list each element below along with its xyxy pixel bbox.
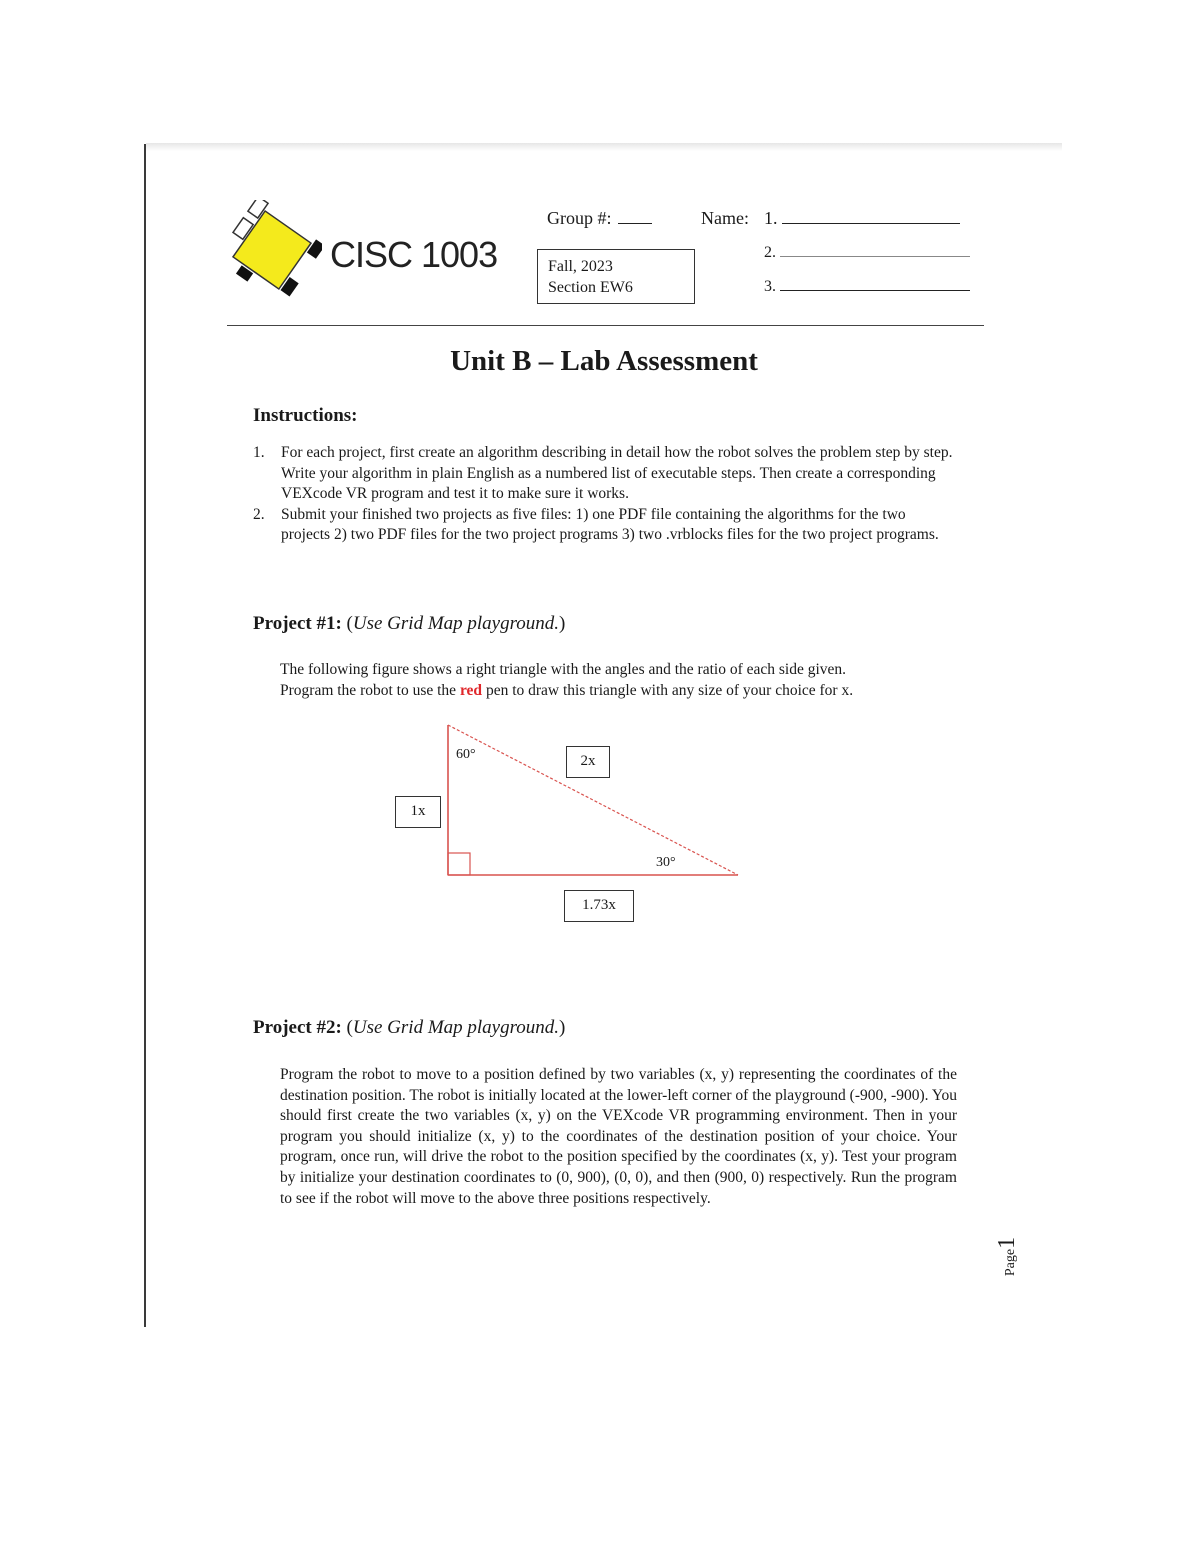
instructions-list bbox=[253, 443, 953, 546]
list-item-text: Submit your finished two projects as five files: 1) one PDF file containing the algorithms for the two projects 2) two PDF files for the two project programs 3) two .vrblocks files for the two project programs. bbox=[281, 505, 939, 544]
list-item bbox=[253, 443, 953, 505]
project1-heading: Project #1: (Use Grid Map playground.) bbox=[253, 613, 566, 634]
project2-description: Program the robot to move to a position defined by two variables (x, y) representing the coordinates of the destination position. The robot is initially located at the lower-left corner of the playground (-900, -900). You should first create the two variables (x, y) on the VEXcode VR programming environment. Then in your program you should initialize (x, y) to the coordinates of the destination position of your choice. Your program, once run, will drive the robot to the position specified by the coordinates (x, y). Test your program by initialize your destination coordinates to (0, 900), (0, 0), and then (900, 0) respectively. Run the program to see if the robot will move to the above three positions respectively. bbox=[280, 1066, 957, 1207]
project1-line1: The following figure shows a right triangle with the angles and the ratio of each side given. bbox=[280, 661, 847, 678]
group-label: Group #: bbox=[547, 208, 612, 228]
triangle-figure bbox=[390, 715, 750, 930]
page-top-shadow bbox=[146, 143, 1062, 151]
right-angle-marker bbox=[448, 853, 470, 875]
name-number: 1. bbox=[764, 208, 778, 228]
project2-title: Project #2: bbox=[253, 1017, 342, 1038]
bottom-side-label: 1.73x bbox=[564, 890, 634, 922]
page-word: Page bbox=[1003, 1248, 1019, 1277]
group-blank-line[interactable] bbox=[618, 209, 652, 224]
angle-right-label: 30° bbox=[656, 855, 676, 870]
name-blank-line[interactable] bbox=[780, 278, 970, 291]
instructions-heading: Instructions: bbox=[253, 405, 358, 426]
course-title: CISC 1003 bbox=[330, 234, 498, 275]
name-row-3 bbox=[764, 278, 970, 296]
name-row-1 bbox=[764, 208, 960, 229]
left-side-label: 1x bbox=[395, 796, 441, 828]
document-title: Unit B – Lab Assessment bbox=[450, 345, 758, 377]
list-item-number: 2. bbox=[253, 505, 265, 523]
list-item-text: For each project, first create an algorithm describing in detail how the robot solves the problem step by step. Write your algorithm in plain English as a numbered list of executable steps. Then create a corresponding VEXcode VR program and test it to make sure it works. bbox=[281, 444, 953, 503]
term-section: Section EW6 bbox=[548, 279, 633, 296]
name-number: 2. bbox=[764, 244, 776, 261]
project1-note: Use Grid Map playground. bbox=[352, 613, 560, 634]
term-box bbox=[537, 249, 695, 304]
group-number-field bbox=[547, 208, 652, 229]
term-semester: Fall, 2023 bbox=[548, 258, 613, 275]
page-left-edge bbox=[144, 144, 146, 1327]
project2-heading: Project #2: (Use Grid Map playground.) bbox=[253, 1017, 566, 1038]
name-blank-line[interactable] bbox=[780, 244, 970, 257]
page-num: 1 bbox=[994, 1236, 1021, 1249]
name-row-2 bbox=[764, 244, 970, 262]
red-highlight: red bbox=[459, 681, 483, 699]
list-item bbox=[253, 505, 953, 546]
hypotenuse-label: 2x bbox=[566, 746, 610, 778]
project1-line2: Program the robot to use the red pen to draw this triangle with any size of your choice for x. bbox=[280, 681, 854, 699]
name-blank-line[interactable] bbox=[782, 211, 960, 224]
project1-title: Project #1: bbox=[253, 613, 342, 634]
page-number bbox=[994, 1228, 1033, 1288]
list-item-number: 1. bbox=[253, 444, 265, 461]
angle-top-label: 60° bbox=[456, 747, 476, 762]
name-number: 3. bbox=[764, 278, 776, 295]
robot-logo bbox=[222, 200, 322, 300]
header-divider bbox=[227, 325, 984, 326]
project2-note: Use Grid Map playground. bbox=[352, 1017, 560, 1038]
name-label: Name: bbox=[701, 208, 749, 228]
project1-description bbox=[280, 660, 960, 701]
